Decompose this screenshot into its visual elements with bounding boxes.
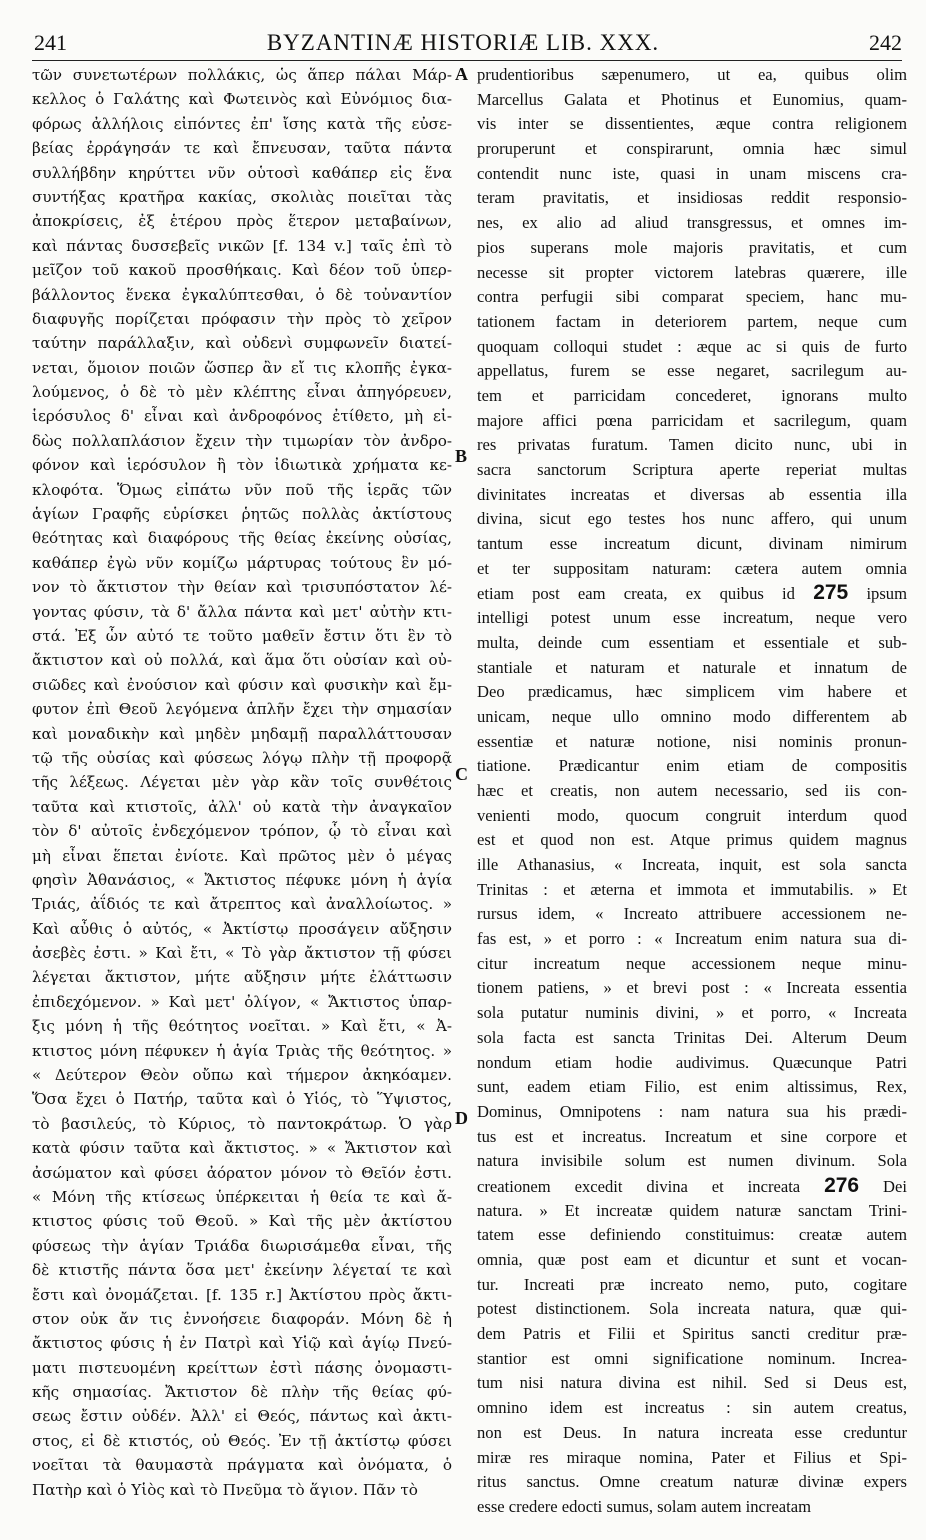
- latin-text-line: appellatus, furem se esse negaret, sacrilegum au-: [477, 361, 907, 381]
- greek-text-line: κελλος ὁ Γαλάτης καὶ Φωτεινὸς καὶ Εὐνόμιος δια-: [32, 90, 452, 109]
- latin-text-line: tem et parricidam concederet, ignorans multo: [477, 385, 907, 405]
- greek-text-line: ταῦτα καὶ κτιστοῖς, ἀλλ' οὐ κατὰ τὴν ἀναγκαῖον: [32, 797, 452, 816]
- latin-text-line: sunt, eadem etiam Filio, est enim altissimus, Rex,: [477, 1077, 907, 1097]
- running-title: BYZANTINÆ HISTORIÆ LIB. XXX.: [266, 30, 660, 55]
- latin-text-line: Dominus, Omnipotens : nam natura sua his prædi-: [477, 1101, 907, 1121]
- greek-text-line: νοεῖται τὰ θαυμαστὰ πράγματα καὶ ὀνόματα, ὁ: [32, 1456, 452, 1475]
- latin-text-line: etiam post eam creata, ex quibus id 275 ipsum: [477, 581, 907, 605]
- margin-page-number: 276: [824, 1173, 860, 1197]
- greek-text-line: ἀποκρίσεις, ἐξ ἑτέρου πρὸς ἕτερον μεταβαίνων,: [32, 212, 452, 231]
- greek-text-line: κῆς σημασίας. Ἄκτιστον δὲ πλὴν τῆς θείας φύ-: [32, 1383, 452, 1402]
- latin-text-line: est et quod non est. Atque primus quidem magnus: [477, 830, 907, 850]
- greek-text-line: ταύτην παράλλαξιν, καὶ οὐδενὶ συμφωνεῖν διατεί-: [32, 334, 452, 353]
- latin-text-line: ille Athanasius, « Increata, inquit, est sola sancta: [477, 855, 907, 874]
- greek-text-line: λούμενος, ὁ δὲ τὸ μὲν κλέπτης εἶναι ἀπηγόρευεν,: [32, 383, 452, 402]
- latin-text-line: ritus sanctus. Omne creatum naturæ divinæ expers: [477, 1472, 907, 1492]
- greek-text-line: γοντας φύσιν, τὰ δ' ἄλλα πάντα καὶ μετ' αὐτὴν κτι-: [32, 602, 452, 621]
- latin-text-line: quoquam colloqui studet : æque ac si quis de furto: [477, 336, 907, 356]
- greek-text-line: Πατὴρ καὶ ὁ Υἱὸς καὶ τὸ Πνεῦμα τὸ ἅγιον. Πᾶν τὸ: [32, 1480, 418, 1499]
- greek-text-line: νον τὸ ἄκτιστον τὴν θείαν καὶ τρισυπόστατον λέ-: [32, 578, 452, 597]
- greek-text-line: κλοφότα. Ὅμως εἰπάτω νῦν ποῦ τῆς ἱερᾶς τῶν: [32, 480, 452, 499]
- greek-text-line: Καὶ αὖθις ὁ αὐτός, « Ἀκτίστῳ προσάγειν αὔξησιν: [32, 919, 452, 938]
- greek-text-line: κτιστος μόνη πέφυκεν ἡ ἁγία Τριὰς τῆς θεότητος. »: [32, 1041, 452, 1060]
- greek-text-line: στος, εἰ δὲ κτιστός, οὐ Θεός. Ἐν τῇ ἀκτίστῳ φύσει: [32, 1431, 452, 1450]
- latin-text-line: sola putatur numinis divini, » et porro, « Increata: [477, 1003, 907, 1023]
- greek-text-line: τῷ τῆς οὐσίας καὶ φύσεως λόγῳ πλὴν τῇ προφορᾷ: [32, 748, 452, 767]
- greek-text-line: καθάπερ ἐγὼ νῦν κομίζω μάρτυρας τούτους ἓν μό-: [32, 553, 452, 572]
- greek-text-line: νεται, ὅμοιον ποιῶν ὥσπερ ἂν εἴ τις κλοπῆς ἐγκα-: [32, 358, 452, 377]
- greek-text-line: ἀσώματον καὶ φύσει ἀόρατον μόνον τὸ Θεῖόν ἐστι.: [32, 1163, 452, 1182]
- greek-text-line: φύσεως τὴν ἁγίαν Τριάδα διωρισάμεθα εἶναι, τῆς: [32, 1236, 452, 1255]
- latin-text-line: essentiæ et naturæ notione, nisi nominis pronun-: [477, 731, 907, 751]
- latin-text-line: dem Patris et Filii et Spiritus sancti creditur præ-: [477, 1324, 907, 1344]
- latin-text-line: venienti modo, quocum congruit interdum quod: [477, 805, 907, 825]
- greek-text-column: [32, 63, 452, 1502]
- latin-text-line: intelligi potest unum esse increatum, neque vero: [477, 608, 907, 628]
- latin-text-line: tationem factam in deteriorem partem, neque cum: [477, 311, 907, 331]
- latin-text-line: tur. Increati præ increato nemo, puto, cogitare: [477, 1274, 907, 1294]
- section-marker-c: C: [455, 764, 468, 784]
- latin-text-line: omnino idem est increatus : sin autem creatus,: [477, 1398, 907, 1418]
- greek-text-line: λέγεται ἄκτιστον, μήτε αὔξησιν μήτε ἐλάττωσιν: [32, 968, 452, 987]
- latin-text-line: teram pravitatis, et insidiosas reddit responsio-: [477, 188, 907, 208]
- latin-text-line: Marcellus Galata et Photinus et Eunomius, quam-: [477, 89, 907, 109]
- greek-text-line: καὶ μοναδικὴν καὶ μηδὲν μηδαμῇ παραλλάττουσαν: [32, 724, 452, 743]
- greek-text-line: ἀσεβὲς ἐστι. » Καὶ ἔτι, « Τὸ γὰρ ἄκτιστον τῇ φύσει: [32, 944, 452, 963]
- greek-text-line: « Μόνη τῆς κτίσεως ὑπέρκειται ἡ θεία τε καὶ ἄ-: [32, 1187, 452, 1206]
- section-marker-b: B: [455, 446, 468, 466]
- greek-text-line: φόνον καὶ ἱερόσυλον ἢ τὸν ἰδιωτικὰ χρήματα κε-: [32, 456, 452, 475]
- latin-text-line: nes, ex alio ad aliud transgressus, et omnes im-: [477, 213, 907, 233]
- greek-text-line: ἄκτιστον καὶ οὐ πολλά, καὶ ἅμα ὅτι οὐσίαν καὶ οὐ-: [32, 651, 452, 670]
- section-marker-a: A: [455, 64, 468, 84]
- greek-text-line: διαφυγῆς πορίζεται πρόφασιν τὴν πρὸς τὸ χεῖρον: [32, 309, 452, 328]
- latin-text-line: citur increatum neque accessionem neque minu-: [477, 953, 907, 973]
- latin-text-line: res privatas furatum. Tamen dicito nunc, ubi in: [477, 435, 907, 455]
- latin-text-line: majore affici pœna parricidam et sacrilegum, quam: [477, 410, 907, 430]
- latin-text-line: contra perfugii sibi comparat speciem, hanc mu-: [477, 287, 907, 307]
- greek-text-line: στον οὐκ ἄν τις ἐννοήσειε διαφοράν. Μόνη δὲ ἡ: [32, 1309, 452, 1328]
- greek-text-line: ἐπιδεχόμενον. » Καὶ μετ' ὀλίγον, « Ἄκτιστος ὑπαρ-: [32, 992, 452, 1011]
- greek-text-line: συλλήβδην κηρύττει νῦν οὑτοσὶ καθάπερ εἰς ἕνα: [32, 163, 452, 182]
- latin-text-line: et ter suppositam naturam: cætera autem omnia: [477, 558, 907, 578]
- latin-text-line: fas est, » et porro : « Increatum enim natura sua di-: [477, 929, 907, 949]
- page-number-left: 241: [34, 30, 67, 55]
- greek-text-line: τὸν δ' αὐτοῖς ἐνδεχόμενον τρόπον, ᾧ τὸ εἶναι καὶ: [32, 822, 452, 841]
- greek-text-line: βάλλοντος ἕνεκα ἐγκαλύπτεσθαι, ὁ δὲ τοὐναντίον: [32, 285, 452, 304]
- latin-text-column: [477, 63, 907, 1520]
- section-marker-d: D: [455, 1108, 468, 1128]
- greek-text-line: μεῖζον τοῦ κακοῦ προσθήκαις. Καὶ δέον τοῦ ὑπερ-: [32, 261, 452, 280]
- latin-text-line: miræ res miraque nomina, Pater et Filius et Spi-: [477, 1447, 907, 1467]
- greek-text-line: σιῶδες καὶ ἐνούσιον καὶ φύσιν καὶ φυσικὴν καὶ ἔμ-: [32, 675, 452, 694]
- latin-text-line: tatem esse definiendo constituimus: creatæ autem: [477, 1225, 907, 1245]
- latin-text-line: pios superans mole majoris pravitatis, et cum: [477, 237, 907, 257]
- greek-text-line: κατὰ φύσιν ταῦτα καὶ ἄκτιστος. » « Ἄκτιστον καὶ: [32, 1139, 452, 1158]
- greek-text-line: ἱερόσυλος δ' εἶναι καὶ ἀνδροφόνος ἐτίθετο, μὴ εἰ-: [32, 407, 452, 426]
- latin-text-line: divinitates increatas et diversas ab essentia illa: [477, 484, 907, 504]
- greek-text-line: βείας ἐρράγησάν τε καὶ ἔπνευσαν, ταῦτα πάντα: [32, 139, 452, 158]
- greek-text-line: φησὶν Ἀθανάσιος, « Ἄκτιστος πέφυκε μόνη ἡ ἁγία: [32, 870, 452, 889]
- greek-text-line: Ὅσα ἔχει ὁ Πατήρ, ταῦτα καὶ ὁ Υἱός, τὸ Ὕψιστος,: [32, 1090, 452, 1109]
- greek-text-line: τῆς λέξεως. Λέγεται μὲν γὰρ κἂν τοῖς συνθέτοις: [32, 773, 452, 792]
- latin-text-line: proruperunt et conspirarunt, omnia hæc simul: [477, 139, 907, 159]
- greek-text-line: ἔστι καὶ ὀνομάζεται. [f. 135 r.] Ἀκτίστου πρὸς ἄκτι-: [32, 1285, 452, 1304]
- latin-text-line: Deo prædicamus, hæc simplicem vim habere et: [477, 682, 907, 702]
- latin-text-line: multa, deinde cum essentiam et essentiale et sub-: [477, 632, 907, 652]
- latin-text-line: tum nisi natura divina est nihil. Sed si Deus est,: [477, 1373, 907, 1393]
- greek-text-line: μὴ εἶναι ἕπεται ἐνίοτε. Καὶ πρῶτος μὲν ὁ μέγας: [32, 846, 452, 865]
- greek-text-line: κτιστος φύσις τοῦ Θεοῦ. » Καὶ τῆς μὲν ἀκτίστου: [32, 1212, 452, 1231]
- latin-text-line: prudentioribus sæpenumero, ut ea, quibus olim: [477, 65, 907, 84]
- greek-text-line: φυτον ἐπὶ Θεοῦ λεγόμενα ἁπλῆν ἔχει τὴν σημασίαν: [32, 700, 452, 719]
- greek-text-line: συντήξας κρατῆρα κακίας, σκολιὰς ποιεῖται τὰς: [32, 187, 452, 206]
- greek-text-line: τῶν συνετωτέρων πολλάκις, ὡς ἅπερ πάλαι Μάρ-: [32, 66, 452, 84]
- latin-text-line: esse credere edocti sumus, solam autem increatam: [477, 1496, 812, 1516]
- latin-text-line: tus est et increatus. Increatum et sine corpore et: [477, 1126, 907, 1146]
- latin-text-line: nondum etiam hodie audivimus. Quæcunque Patri: [477, 1052, 907, 1072]
- page-header: [0, 30, 926, 60]
- latin-text-line: necesse sit propter victorem latebras quærere, ille: [477, 262, 907, 282]
- latin-text-line: natura. » Et increatæ quidem naturæ sanctam Trini-: [477, 1200, 907, 1220]
- greek-text-line: θεότητας καὶ διαφόρους τῆς θείας ἐκείνης οὐσίας,: [32, 529, 452, 548]
- greek-text-line: δὲ κτιστῆς πάντα ὅσα μετ' ἐκείνην λέγεταί τε καὶ: [32, 1261, 452, 1280]
- latin-text-line: omnia, quæ post eam et dicuntur et sunt et vocan-: [477, 1250, 907, 1269]
- latin-text-line: sacra sanctorum Scriptura aperte reperiat multas: [477, 460, 907, 479]
- greek-text-line: Τριάς, ἀΐδιός τε καὶ ἄτρεπτος καὶ ἀναλλοίωτος. »: [32, 895, 452, 914]
- greek-text-line: δὼς πολλαπλάσιον ἔχειν τὴν τιμωρίαν τὸν ἀνδρο-: [32, 431, 452, 450]
- latin-text-line: potest distinctionem. Sola increata natura, quæ qui-: [477, 1299, 907, 1319]
- latin-text-line: vis inter se dissentientes, æque contra religionem: [477, 114, 907, 134]
- latin-text-line: unicam, neque ullo omnino modo differentem ab: [477, 706, 907, 726]
- latin-text-line: rursus idem, « Increato attribuere accessionem ne-: [477, 904, 907, 924]
- latin-text-line: tionem patiens, » et brevi post : « Increata essentia: [477, 978, 907, 998]
- greek-text-line: ἁγίων Γραφῆς εὑρίσκει ῥητῶς πολλὰς ἀκτίστους: [32, 505, 452, 524]
- greek-text-line: « Δεύτερον Θεὸν οὔπω καὶ τήμερον ἀκηκόαμεν.: [32, 1066, 452, 1085]
- latin-text-line: sola facta est sancta Trinitas Dei. Alterum Deum: [477, 1027, 907, 1047]
- latin-text-line: contendit nunc iste, quasi in unam miscens cra-: [477, 163, 907, 183]
- greek-text-line: σεως ἔστιν οὐδέν. Ἀλλ' εἰ Θεός, πάντως καὶ ἀκτι-: [32, 1407, 452, 1426]
- margin-page-number: 275: [813, 581, 849, 605]
- latin-text-line: stantiale et naturam et naturale et innatum de: [477, 657, 907, 677]
- latin-text-line: divina, sicut ego testes hos nunc affero, qui unum: [477, 509, 907, 529]
- latin-text-line: creationem excedit divina et increata 276 Dei: [477, 1173, 907, 1197]
- latin-text-line: tiatione. Prædicantur enim etiam de compositis: [477, 756, 907, 776]
- header-rule: [32, 60, 902, 61]
- greek-text-line: ματι πιστευομένη κρείττων ἐστὶ πάσης ὀνομαστι-: [32, 1358, 452, 1377]
- latin-text-line: natura invisibile solum est numen divinum. Sola: [477, 1151, 907, 1171]
- latin-text-line: tantum esse increatum dicunt, divinam nimirum: [477, 534, 907, 554]
- latin-text-line: Trinitas : et æterna et immota et immutabilis. » Et: [477, 879, 907, 899]
- greek-text-line: τὸ βασιλεύς, τὸ Κύριος, τὸ παντοκράτωρ. Ὁ γὰρ: [32, 1114, 452, 1133]
- page-number-right: 242: [869, 30, 902, 55]
- greek-text-line: φόρως ἀλλήλοις εἰπόντες ἐπ' ἴσης κατὰ τῆς εὐσε-: [32, 114, 452, 133]
- greek-text-line: ἄκτιστος φύσις ἡ ἐν Πατρὶ καὶ Υἱῷ καὶ ἁγίῳ Πνεύ-: [32, 1334, 452, 1353]
- latin-text-line: hæc et creatis, non autem necessario, sed iis con-: [477, 780, 907, 800]
- latin-text-line: stantior est omni significatione nominum. Increa-: [477, 1348, 907, 1368]
- greek-text-line: ξις μόνη ἡ τῆς θεότητος νοεῖται. » Καὶ ἔτι, « Ἀ-: [32, 1017, 452, 1036]
- latin-text-line: non est Deus. In natura increata esse creduntur: [477, 1422, 907, 1442]
- greek-text-line: καὶ πάντας δυσσεβεῖς νικῶν [f. 134 v.] ταῖς ἐπὶ τὸ: [32, 236, 452, 255]
- greek-text-line: στά. Ἐξ ὧν αὐτό τε τοῦτο μαθεῖν ἔστιν ὅτι ἓν τὸ: [32, 626, 452, 645]
